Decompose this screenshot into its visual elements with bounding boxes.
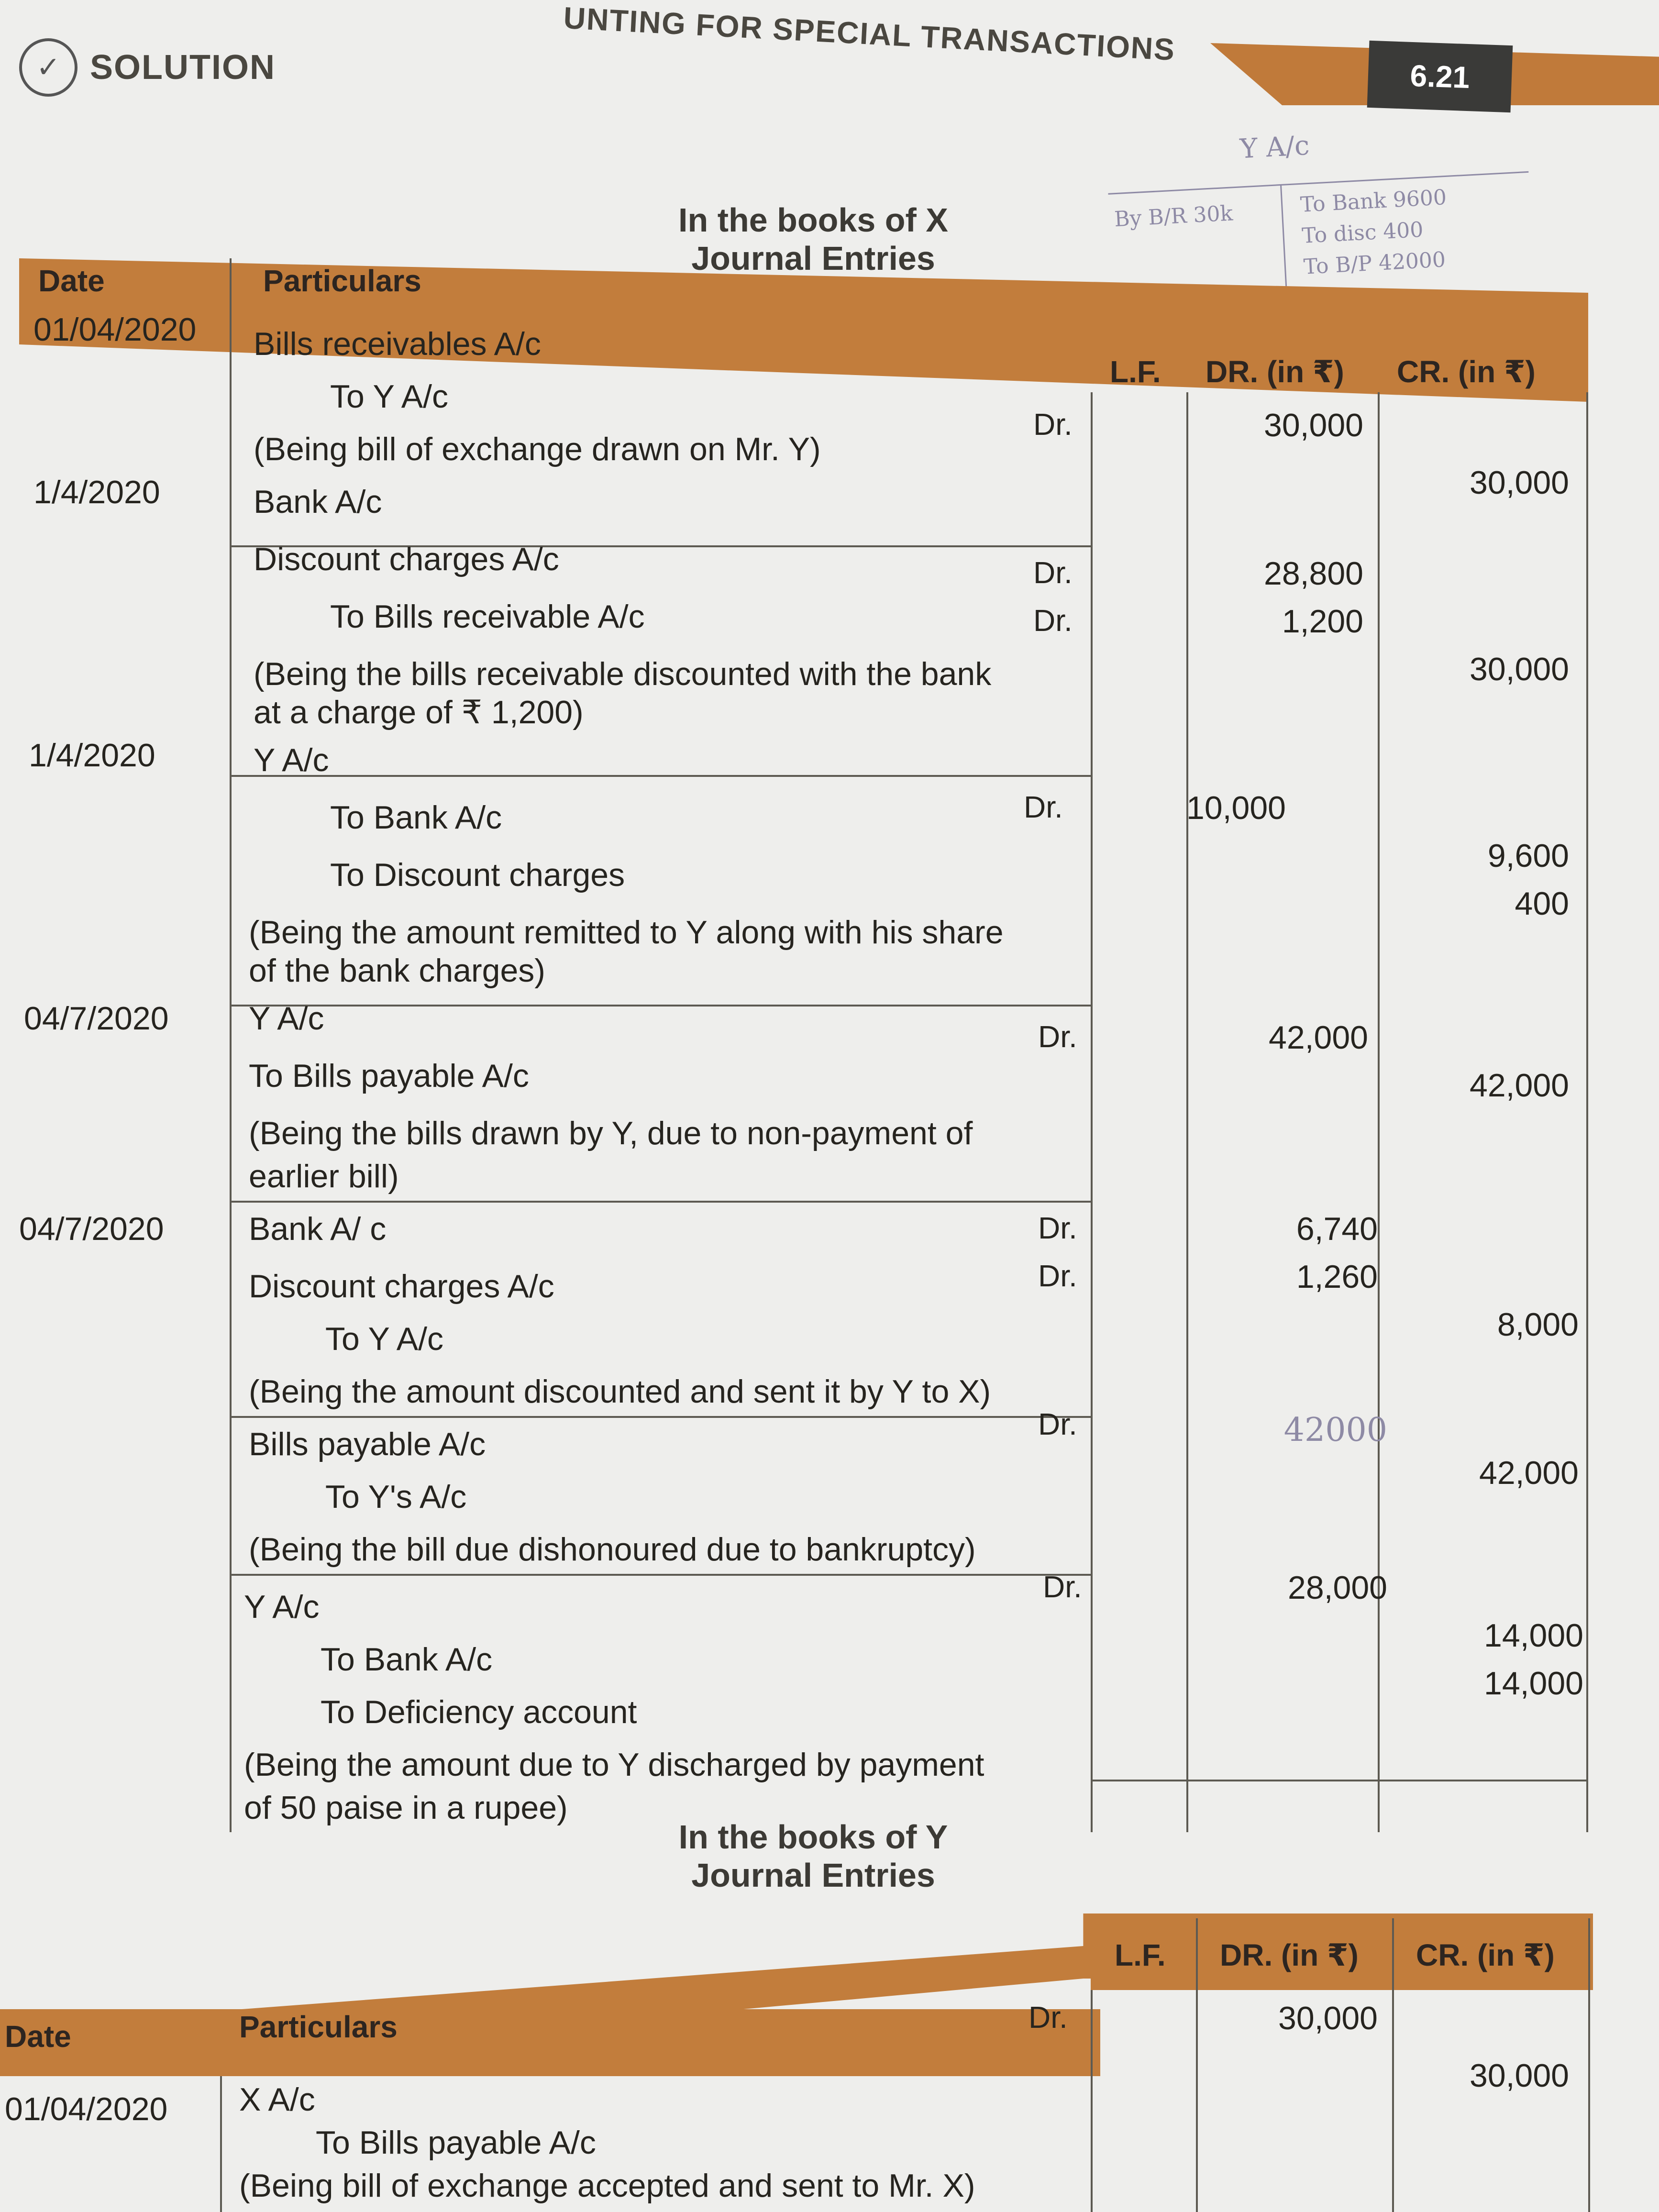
entry2-dr-mark-2: Dr.: [1033, 603, 1073, 638]
entry3-separator: [230, 1005, 1091, 1006]
entry7-credit-2: 14,000: [1484, 1665, 1583, 1702]
table1-right-border: [1586, 392, 1588, 1832]
entry2-line2: Discount charges A/c: [254, 541, 559, 577]
table1-header-cr: CR. (in ₹): [1397, 354, 1536, 389]
entry5-line1: Bank A/ c: [249, 1211, 387, 1247]
y-entry1-debit: 30,000: [1278, 2000, 1378, 2036]
entry2-dr-mark-1: Dr.: [1033, 555, 1073, 590]
journal-table-y: [0, 1913, 1593, 2212]
table2-header-lf: L.F.: [1115, 1938, 1166, 1972]
entry3-dr-mark: Dr.: [1024, 790, 1063, 824]
y-entry1-credit: 30,000: [1470, 2057, 1569, 2094]
entry5-line4: (Being the amount discounted and sent it by Y to X): [249, 1373, 991, 1410]
entry6-debit-handwritten: 42000: [1283, 1411, 1387, 1449]
table1-caption-line1: In the books of X: [678, 201, 948, 239]
entry2-debit-2: 1,200: [1282, 603, 1363, 640]
entry5-line2: Discount charges A/c: [249, 1268, 554, 1305]
table2-header-band-left: [0, 2009, 1100, 2076]
table1-header-lf: L.F.: [1110, 354, 1161, 389]
table2-header-particulars: Particulars: [239, 2010, 398, 2044]
handwritten-left: By B/R 30k: [1113, 201, 1234, 232]
entry7-credit-1: 14,000: [1484, 1617, 1583, 1654]
y-entry1-date: 01/04/2020: [5, 2091, 168, 2127]
handwritten-rule: [1108, 171, 1528, 195]
y-entry1-dr-mark: Dr.: [1029, 2000, 1068, 2035]
entry3-credit-1: 9,600: [1487, 838, 1569, 874]
entry4-dr-mark: Dr.: [1038, 1019, 1077, 1054]
y-entry1-line3: (Being bill of exchange accepted and sent to Mr. X): [239, 2168, 975, 2204]
handwritten-title: Y A/c: [1239, 130, 1310, 165]
entry4-credit: 42,000: [1470, 1067, 1569, 1104]
table1-header-date: Date: [38, 264, 105, 298]
table2-caption-line2: Journal Entries: [691, 1857, 935, 1894]
entry1-debit: 30,000: [1264, 407, 1363, 443]
entry6-line3: (Being the bill due dishonoured due to bankruptcy): [249, 1531, 976, 1568]
entry4-debit: 42,000: [1269, 1019, 1368, 1056]
table2-caption-line1: In the books of Y: [678, 1818, 948, 1856]
table2-header-cr: CR. (in ₹): [1416, 1938, 1555, 1972]
entry2-debit-1: 28,800: [1264, 555, 1363, 592]
entry4-line4: earlier bill): [249, 1158, 399, 1194]
entry3-line3: To Discount charges: [330, 857, 625, 893]
entry1-line1: Bills receivables A/c: [254, 326, 541, 362]
entry4-line1: Y A/c: [249, 1000, 324, 1037]
table1-divider-date: [230, 258, 232, 1832]
entry2-line4: (Being the bills receivable discounted with the bank: [254, 656, 992, 692]
table2-right-border: [1588, 1918, 1590, 2212]
handwritten-right-3: To B/P 42000: [1303, 247, 1447, 279]
entry7-line2: To Bank A/c: [321, 1641, 493, 1678]
table2-divider-lf: [1091, 1990, 1093, 2212]
running-header-title: UNTING FOR SPECIAL TRANSACTIONS: [563, 0, 1176, 67]
entry3-line5: of the bank charges): [249, 952, 545, 989]
solution-label: SOLUTION: [90, 48, 276, 87]
entry5-dr-mark-1: Dr.: [1038, 1211, 1077, 1245]
entry5-credit: 8,000: [1497, 1306, 1579, 1343]
entry5-line3: To Y A/c: [325, 1321, 443, 1357]
entry3-line1: Y A/c: [254, 742, 329, 778]
table1-header-particulars: Particulars: [263, 264, 421, 298]
check-circle-icon: ✓: [19, 38, 77, 97]
entry6-line1: Bills payable A/c: [249, 1426, 486, 1462]
entry3-debit: 10,000: [1186, 790, 1286, 826]
entry1-date: 01/04/2020: [33, 311, 197, 348]
page-number-box: [1367, 41, 1513, 112]
entry3-line2: To Bank A/c: [330, 799, 502, 836]
entry2-separator: [230, 775, 1091, 777]
entry6-line2: To Y's A/c: [325, 1479, 467, 1515]
table1-bottom-border: [1091, 1780, 1588, 1781]
entry1-dr-mark: Dr.: [1033, 407, 1073, 442]
y-entry1-line1: X A/c: [239, 2081, 315, 2118]
entry5-separator: [230, 1416, 1091, 1418]
table2-divider-dr: [1196, 1918, 1198, 2212]
y-entry1-line2: To Bills payable A/c: [316, 2124, 596, 2161]
entry5-dr-mark-2: Dr.: [1038, 1259, 1077, 1293]
entry4-date: 04/7/2020: [24, 1000, 169, 1037]
handwritten-right-2: To disc 400: [1301, 217, 1424, 248]
table2-divider-date: [220, 2076, 222, 2212]
entry2-date: 1/4/2020: [33, 474, 160, 510]
entry1-credit: 30,000: [1470, 465, 1569, 501]
table1-caption-line2: Journal Entries: [691, 240, 935, 277]
entry7-dr-mark: Dr.: [1043, 1570, 1082, 1604]
table1-header-dr: DR. (in ₹): [1206, 354, 1344, 389]
entry2-line5: at a charge of ₹ 1,200): [254, 694, 584, 730]
page-number: 6.21: [1409, 58, 1471, 95]
entry4-line3: (Being the bills drawn by Y, due to non-payment of: [249, 1115, 973, 1151]
entry5-debit-2: 1,260: [1296, 1259, 1378, 1295]
entry4-separator: [230, 1201, 1091, 1203]
entry3-date: 1/4/2020: [29, 737, 155, 774]
entry7-line4: (Being the amount due to Y discharged by payment: [244, 1747, 984, 1783]
entry4-line2: To Bills payable A/c: [249, 1058, 529, 1094]
entry7-line1: Y A/c: [244, 1589, 320, 1625]
entry3-line4: (Being the amount remitted to Y along with his share: [249, 914, 1004, 951]
entry5-debit-1: 6,740: [1296, 1211, 1378, 1247]
table2-header-dr: DR. (in ₹): [1220, 1938, 1359, 1972]
table2-header-date: Date: [5, 2019, 71, 2054]
entry7-line5: of 50 paise in a rupee): [244, 1790, 568, 1826]
entry1-line3: (Being bill of exchange drawn on Mr. Y): [254, 431, 821, 467]
entry2-line1: Bank A/c: [254, 484, 382, 520]
journal-table-x: [19, 258, 1588, 1832]
entry7-line3: To Deficiency account: [321, 1694, 637, 1730]
solution-heading: [19, 38, 276, 97]
entry6-separator: [230, 1574, 1091, 1576]
entry7-debit: 28,000: [1288, 1570, 1387, 1606]
entry6-dr-mark: Dr.: [1038, 1407, 1077, 1441]
entry2-credit: 30,000: [1470, 651, 1569, 687]
entry5-date: 04/7/2020: [19, 1211, 164, 1247]
table1-divider-lf: [1091, 392, 1093, 1832]
table1-divider-cr: [1378, 392, 1380, 1832]
entry6-credit: 42,000: [1479, 1455, 1579, 1491]
table2-caption: [622, 1818, 1005, 1894]
entry2-line3: To Bills receivable A/c: [330, 598, 645, 635]
handwritten-right-1: To Bank 9600: [1299, 185, 1448, 217]
entry3-credit-2: 400: [1515, 885, 1569, 922]
entry1-line2: To Y A/c: [330, 378, 448, 415]
